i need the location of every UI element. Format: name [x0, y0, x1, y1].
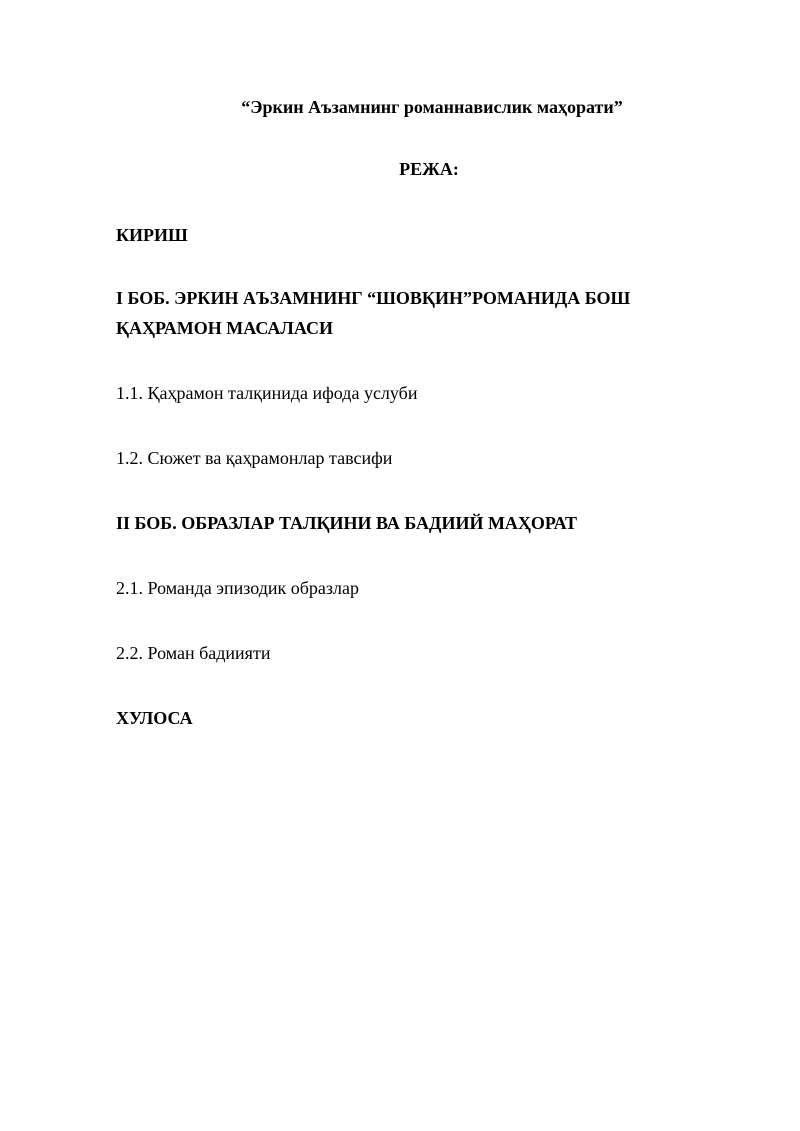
- subsection-2-1: 2.1. Романда эпизодик образлар: [116, 578, 359, 598]
- subsection-2-2: 2.2. Роман бадиияти: [116, 643, 271, 663]
- chapter-1-title-line-1: I БОБ. ЭРКИН АЪЗАМНИНГ “ШОВҚИН”РОМАНИДА БОШ: [116, 288, 631, 308]
- plan-heading: РЕЖА:: [399, 159, 459, 179]
- subsection-1-1: 1.1. Қаҳрамон талқинида ифода услуби: [116, 383, 418, 403]
- chapter-2-title: II БОБ. ОБРАЗЛАР ТАЛҚИНИ ВА БАДИИЙ МАҲОРАТ: [116, 513, 578, 533]
- subsection-1-2: 1.2. Сюжет ва қаҳрамонлар тавсифи: [116, 448, 393, 468]
- section-introduction: КИРИШ: [116, 225, 188, 245]
- chapter-1-title-line-2: ҚАҲРАМОН МАСАЛАСИ: [116, 318, 333, 338]
- section-conclusion: ХУЛОСА: [116, 708, 193, 728]
- document-title: “Эркин Аъзамнинг романнавислик маҳорати”: [241, 97, 623, 117]
